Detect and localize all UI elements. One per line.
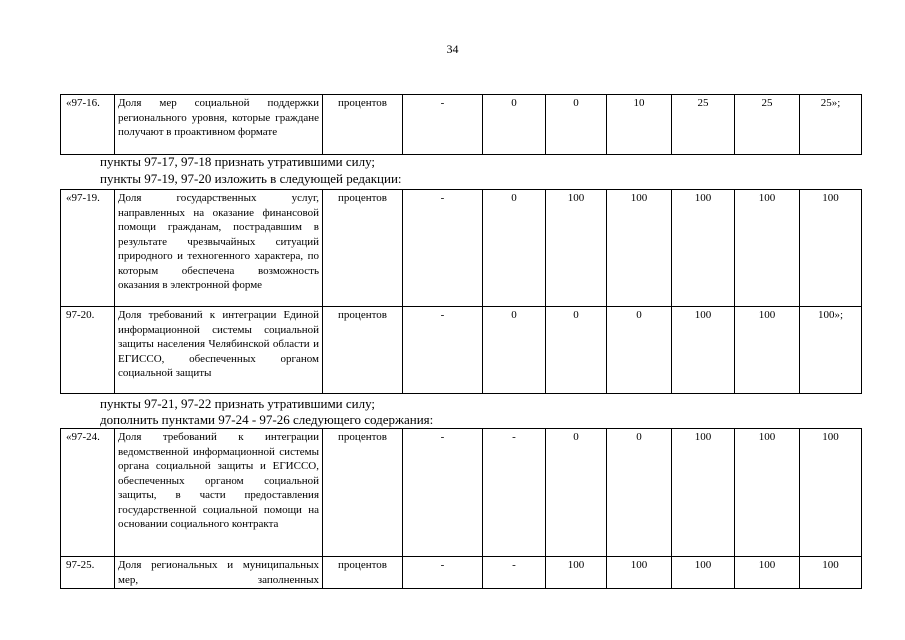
row-number: 97-25. [61, 557, 115, 589]
value-cell: 100 [735, 557, 800, 589]
value-cell: 100 [800, 190, 862, 307]
page-number: 34 [446, 42, 459, 56]
indicator-description: Доля требований к интеграции ведомственной информационной системы органа социальной защиты и ЕГИССО, обеспеченных органом социальной защиты, в части предоставления государственной социальной помощи на основании социального контракта [115, 429, 323, 557]
value-cell: 10 [607, 95, 672, 155]
indicator-table-2 [60, 189, 862, 394]
value-cell: 100 [800, 429, 862, 557]
value-cell: 0 [546, 307, 607, 394]
value-cell: 100 [735, 190, 800, 307]
row-number: «97-24. [61, 429, 115, 557]
value-cell: 0 [483, 95, 546, 155]
value-cell: 100 [672, 307, 735, 394]
value-cell: 100 [546, 557, 607, 589]
value-cell: 25 [735, 95, 800, 155]
value-cell: - [483, 557, 546, 589]
row-number: «97-16. [61, 95, 115, 155]
value-cell: 100 [800, 557, 862, 589]
amendment-text: пункты 97-21, 97-22 признать утратившими силу; [100, 396, 376, 411]
unit-cell: процентов [323, 307, 403, 394]
table-row [61, 307, 862, 394]
value-cell: 25 [672, 95, 735, 155]
unit-cell: процентов [323, 190, 403, 307]
value-cell: 100 [607, 190, 672, 307]
row-number: 97-20. [61, 307, 115, 394]
value-cell: - [403, 557, 483, 589]
amendment-text: дополнить пунктами 97-24 - 97-26 следующего содержания: [100, 412, 434, 427]
value-cell: 0 [607, 307, 672, 394]
value-cell: 25»; [800, 95, 862, 155]
value-cell: 100 [607, 557, 672, 589]
indicator-description: Доля государственных услуг, направленных на оказание финансовой помощи гражданам, пострадавшим в результате чрезвычайных ситуаций природного и техногенного характера, по которым обеспечена возможность оказания в электронной форме [115, 190, 323, 307]
value-cell: 100 [672, 190, 735, 307]
indicator-table-1 [60, 94, 862, 155]
value-cell: 100 [546, 190, 607, 307]
value-cell: 100»; [800, 307, 862, 394]
indicator-description: Доля требований к интеграции Единой информационной системы социальной защиты населения Челябинской области и ЕГИССО, обеспеченных органом социальной защиты [115, 307, 323, 394]
table-row [61, 95, 862, 155]
unit-cell: процентов [323, 429, 403, 557]
value-cell: - [403, 95, 483, 155]
value-cell: 100 [735, 307, 800, 394]
amendment-text: пункты 97-17, 97-18 признать утратившими силу; [100, 154, 376, 169]
indicator-description: Доля региональных и муниципальных мер, заполненных [115, 557, 323, 589]
unit-cell: процентов [323, 557, 403, 589]
value-cell: 0 [546, 429, 607, 557]
unit-cell: процентов [323, 95, 403, 155]
value-cell: - [403, 307, 483, 394]
indicator-table-3 [60, 428, 862, 589]
row-number: «97-19. [61, 190, 115, 307]
value-cell: 100 [672, 557, 735, 589]
table-row [61, 557, 862, 589]
value-cell: - [403, 429, 483, 557]
value-cell: - [403, 190, 483, 307]
table-row [61, 190, 862, 307]
table-row [61, 429, 862, 557]
value-cell: 0 [483, 190, 546, 307]
value-cell: 0 [483, 307, 546, 394]
value-cell: 0 [546, 95, 607, 155]
indicator-description: Доля мер социальной поддержки регионального уровня, которые граждане получают в проактивном формате [115, 95, 323, 155]
value-cell: 100 [672, 429, 735, 557]
amendment-text: пункты 97-19, 97-20 изложить в следующей редакции: [100, 171, 402, 186]
value-cell: - [483, 429, 546, 557]
value-cell: 0 [607, 429, 672, 557]
value-cell: 100 [735, 429, 800, 557]
